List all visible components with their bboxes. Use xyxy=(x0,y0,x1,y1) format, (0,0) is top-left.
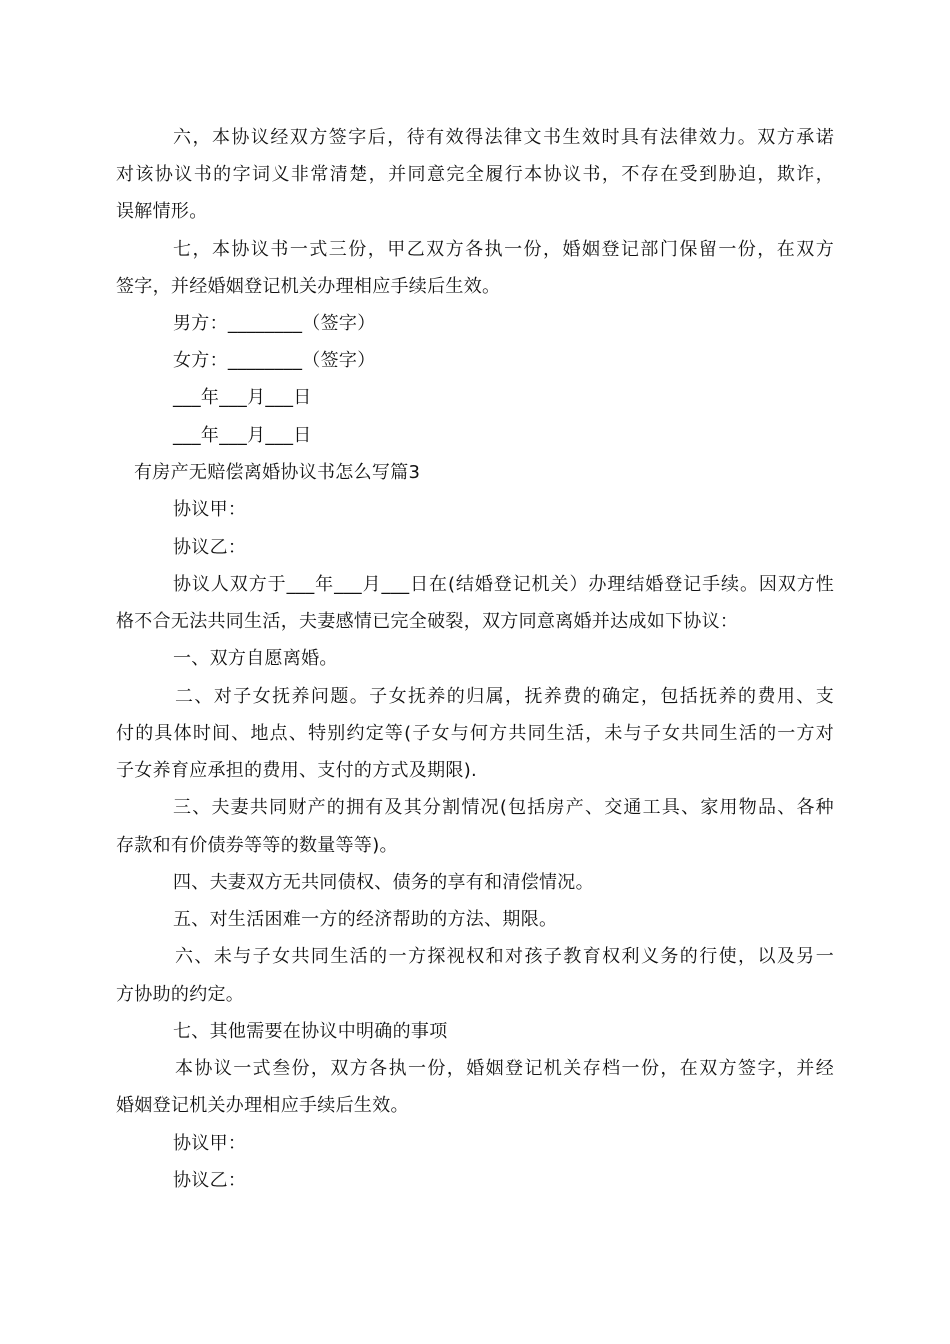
paragraph-line: 对该协议书的字词义非常清楚，并同意完全履行本协议书，不存在受到胁迫，欺诈， xyxy=(116,164,834,185)
paragraph-line: 六，本协议经双方签字后，待有效得法律文书生效时具有法律效力。双方承诺 xyxy=(173,127,834,148)
paragraph-line: 误解情形。 xyxy=(116,201,208,222)
paragraph-line: 六、未与子女共同生活的一方探视权和对孩子教育权利义务的行使，以及另一 xyxy=(175,946,834,967)
paragraph-line: 婚姻登记机关办理相应手续后生效。 xyxy=(116,1095,409,1116)
paragraph-line: 签字，并经婚姻登记机关办理相应手续后生效。 xyxy=(116,276,501,297)
paragraph-line: 付的具体时间、地点、特别约定等(子女与何方共同生活，未与子女共同生活的一方对 xyxy=(116,723,834,744)
paragraph-line: 七、其他需要在协议中明确的事项 xyxy=(173,1021,448,1042)
paragraph-line: 格不合无法共同生活，夫妻感情已完全破裂，双方同意离婚并达成如下协议： xyxy=(116,611,739,632)
party-b-label: 协议乙： xyxy=(173,1170,247,1191)
party-a-label: 协议甲： xyxy=(173,1133,247,1154)
paragraph-line: 三、夫妻共同财产的拥有及其分割情况(包括房产、交通工具、家用物品、各种 xyxy=(173,797,834,818)
date-line: ___年___月___日 xyxy=(173,387,312,408)
female-signature-line: 女方：________（签字） xyxy=(173,350,376,371)
date-line: ___年___月___日 xyxy=(173,425,312,446)
male-signature-line: 男方：________（签字） xyxy=(173,313,376,334)
paragraph-line: 四、夫妻双方无共同债权、债务的享有和清偿情况。 xyxy=(173,872,594,893)
paragraph-line: 二、对子女抚养问题。子女抚养的归属，抚养费的确定，包括抚养的费用、支 xyxy=(175,686,834,707)
paragraph-line: 存款和有价债券等等的数量等等)。 xyxy=(116,835,398,856)
party-b-label: 协议乙： xyxy=(173,537,247,558)
paragraph-line: 方协助的约定。 xyxy=(116,984,245,1005)
paragraph-line: 本协议一式叁份，双方各执一份，婚姻登记机关存档一份，在双方签字，并经 xyxy=(175,1058,834,1079)
section-heading: 有房产无赔偿离婚协议书怎么写篇3 xyxy=(134,462,421,483)
party-a-label: 协议甲： xyxy=(173,499,247,520)
paragraph-line: 一、双方自愿离婚。 xyxy=(173,648,338,669)
paragraph-line: 子女养育应承担的费用、支付的方式及期限). xyxy=(116,760,478,781)
paragraph-line: 五、对生活困难一方的经济帮助的方法、期限。 xyxy=(173,909,558,930)
paragraph-line: 协议人双方于___年___月___日在(结婚登记机关）办理结婚登记手续。因双方性 xyxy=(173,574,834,595)
paragraph-line: 七，本协议书一式三份，甲乙双方各执一份，婚姻登记部门保留一份，在双方 xyxy=(173,239,834,260)
